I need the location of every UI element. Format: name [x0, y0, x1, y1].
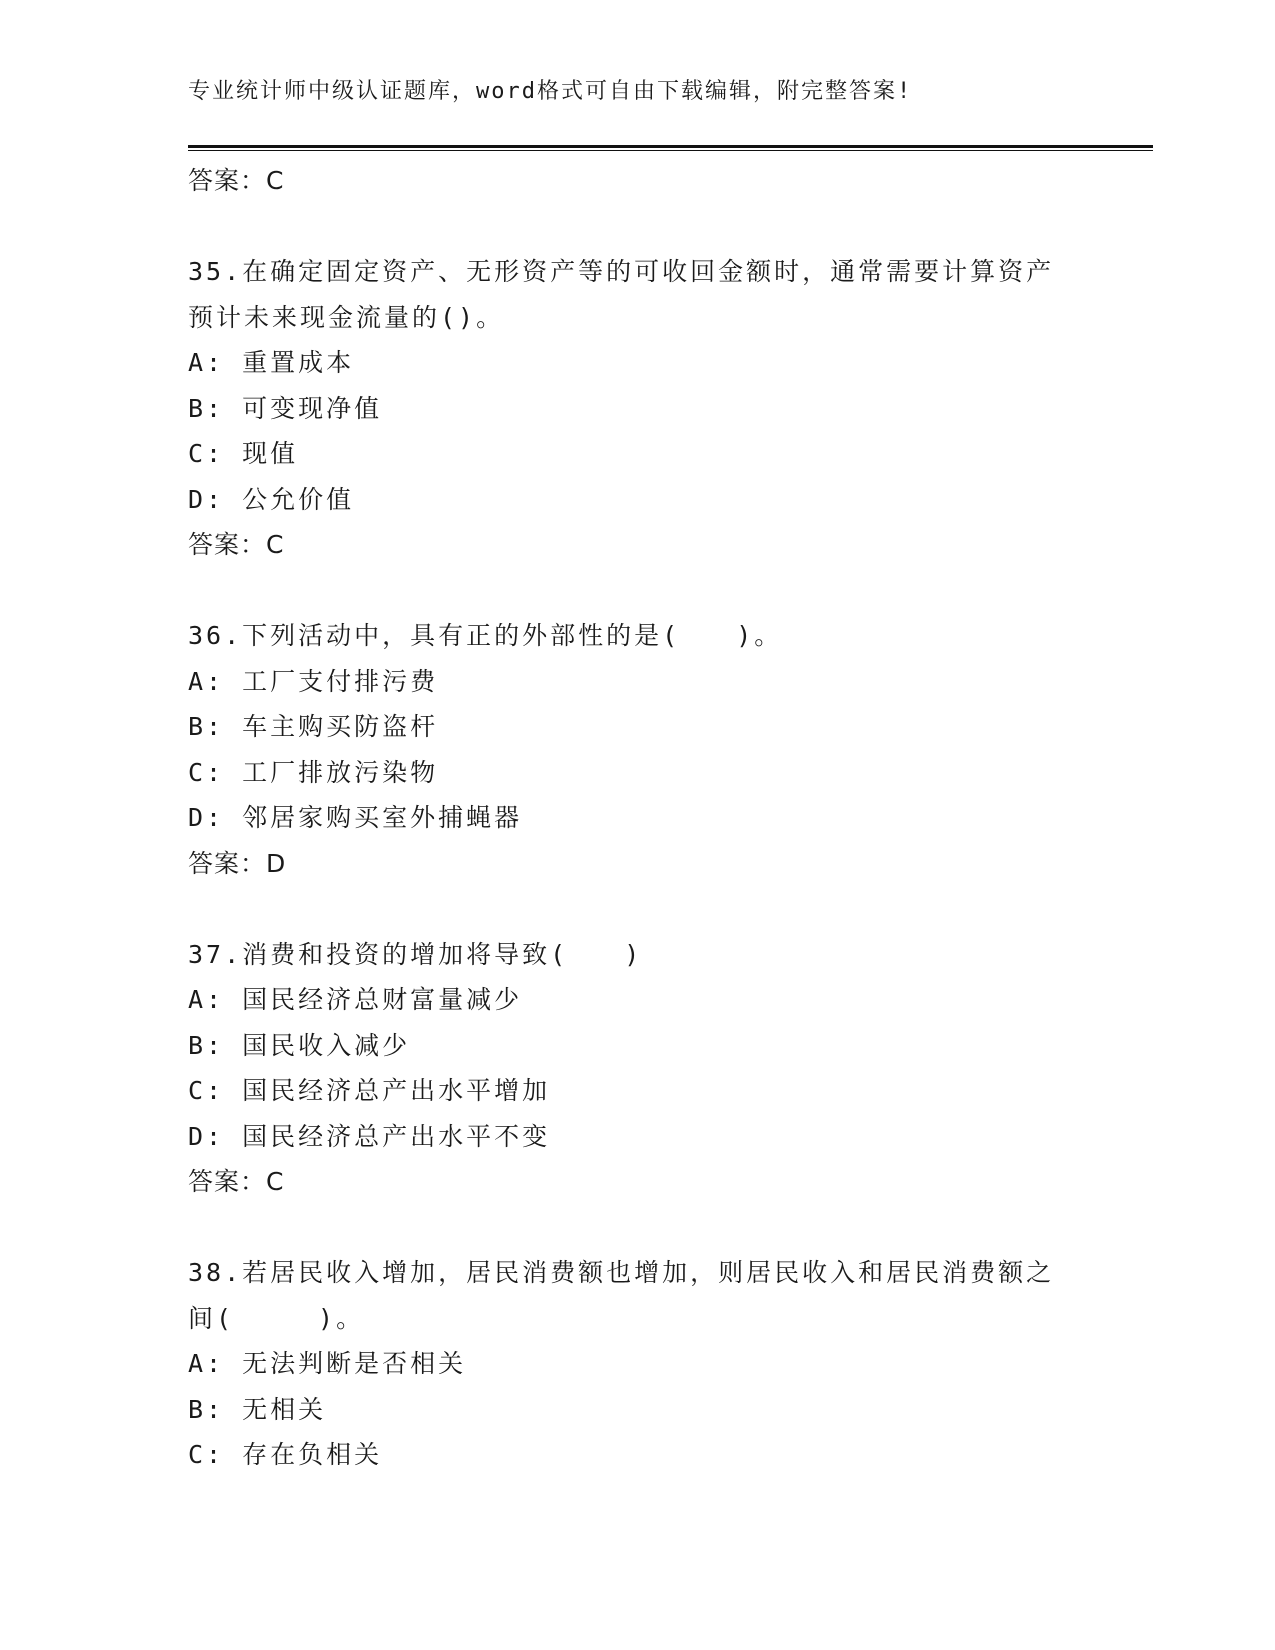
header-divider-thick	[188, 145, 1153, 148]
option-b: B: 车主购买防盗杆	[188, 712, 439, 741]
question-content	[188, 158, 1088, 1478]
option-c: C: 存在负相关	[188, 1440, 383, 1469]
header-divider-thin	[188, 150, 1153, 151]
question-block	[188, 1250, 1088, 1478]
option-d: D: 公允价值	[188, 484, 355, 514]
option-a: A: 无法判断是否相关	[188, 1349, 467, 1378]
question-stem: 36.下列活动中，具有正的外部性的是( )。	[188, 621, 783, 650]
spacer	[188, 204, 1088, 250]
option-c: C: 国民经济总产出水平增加	[188, 1076, 551, 1105]
question-stem: 35.在确定固定资产、无形资产等的可收回金额时，通常需要计算资产	[188, 257, 1055, 286]
option-d: D: 邻居家购买室外捕蝇器	[188, 803, 523, 832]
answer-line: 答案：D	[188, 848, 287, 878]
option-c: C: 工厂排放污染物	[188, 757, 439, 787]
option-b: B: 国民收入减少	[188, 1030, 411, 1060]
spacer	[188, 886, 1088, 932]
question-block	[188, 249, 1088, 568]
question-stem: 38.若居民收入增加，居民消费额也增加，则居民收入和居民消费额之	[188, 1258, 1055, 1287]
page-header: 专业统计师中级认证题库，word格式可自由下载编辑，附完整答案!	[188, 79, 913, 104]
option-d: D: 国民经济总产出水平不变	[188, 1121, 551, 1151]
option-b: B: 无相关	[188, 1394, 327, 1424]
option-a: A: 工厂支付排污费	[188, 666, 439, 696]
answer-line: 答案：C	[188, 1167, 285, 1196]
spacer	[188, 1205, 1088, 1251]
option-a: A: 国民经济总财富量减少	[188, 985, 523, 1014]
question-stem: 预计未来现金流量的()。	[188, 302, 505, 332]
option-a: A: 重置成本	[188, 348, 355, 377]
question-block	[188, 613, 1088, 886]
answer-line: 答案：C	[188, 530, 285, 559]
option-b: B: 可变现净值	[188, 393, 383, 423]
option-c: C: 现值	[188, 439, 299, 468]
question-stem: 37.消费和投资的增加将导致( )	[188, 939, 643, 969]
spacer	[188, 568, 1088, 614]
answer-line: 答案：C	[188, 166, 285, 195]
question-stem: 间( )。	[188, 1303, 365, 1333]
question-block	[188, 932, 1088, 1205]
